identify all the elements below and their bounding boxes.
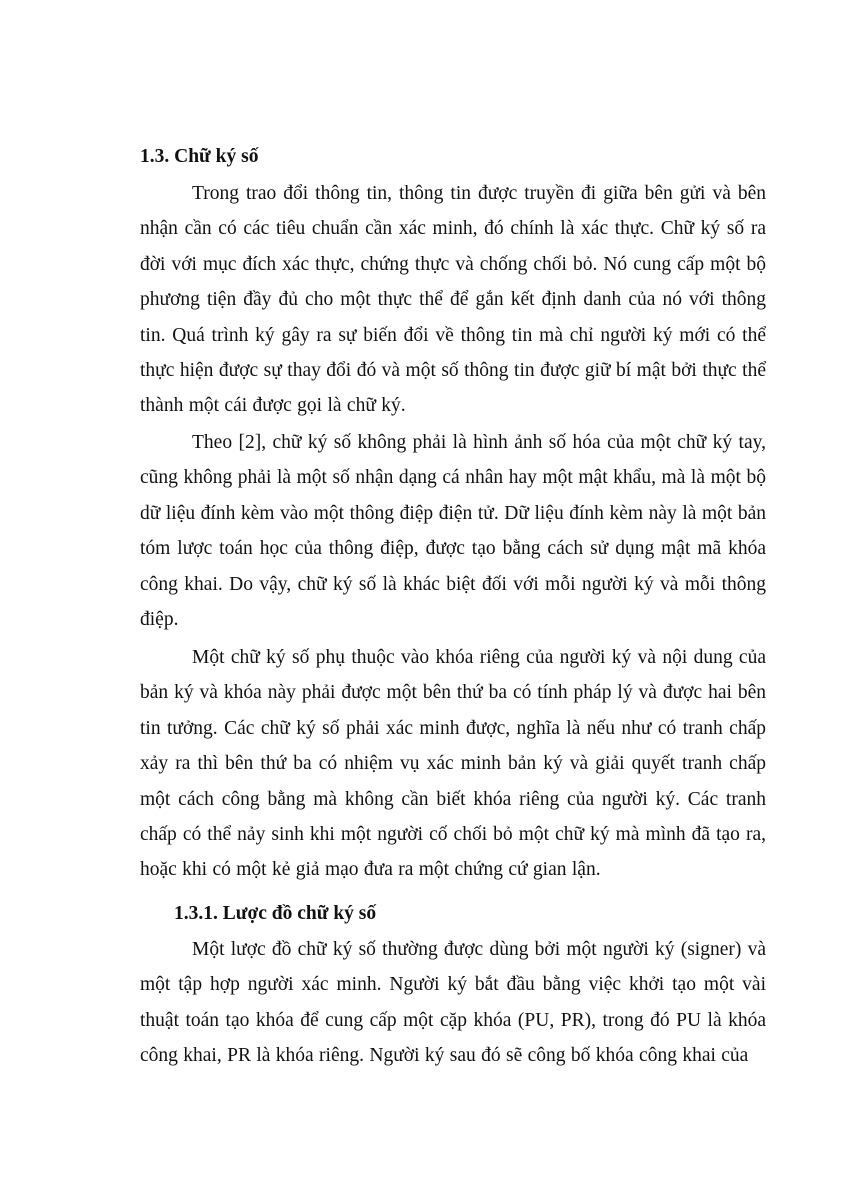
paragraph-2: Theo [2], chữ ký số không phải là hình ảnh số hóa của một chữ ký tay, cũng không phải là một số nhận dạng cá nhân hay một mật khẩu, mà là một bộ dữ liệu đính kèm vào một thông điệp điện tử. Dữ liệu đính kèm này là một bản tóm lược toán học của thông điệp, được tạo bằng cách sử dụng mật mã khóa công khai. Do vậy, chữ ký số là khác biệt đối với mỗi người ký và mỗi thông điệp. (140, 432, 766, 631)
paragraph-4: Một lược đồ chữ ký số thường được dùng bởi một người ký (signer) và một tập hợp người xác minh. Người ký bắt đầu bằng việc khởi tạo một vài thuật toán tạo khóa để cung cấp một cặp khóa (PU, PR), trong đó PU là khóa công khai, PR là khóa riêng. Người ký sau đó sẽ công bố khóa công khai của (140, 939, 766, 1067)
section-heading: 1.3. Chữ ký số (140, 146, 259, 167)
subsection-heading: 1.3.1. Lược đồ chữ ký số (174, 903, 377, 924)
paragraph-3: Một chữ ký số phụ thuộc vào khóa riêng của người ký và nội dung của bản ký và khóa này phải được một bên thứ ba có tính pháp lý và được hai bên tin tưởng. Các chữ ký số phải xác minh được, nghĩa là nếu như có tranh chấp xảy ra thì bên thứ ba có nhiệm vụ xác minh bản ký và giải quyết tranh chấp một cách công bằng mà không cần biết khóa riêng của người ký. Các tranh chấp có thể nảy sinh khi một người cố chối bỏ một chữ ký mà mình đã tạo ra, hoặc khi có một kẻ giả mạo đưa ra một chứng cứ gian lận. (140, 647, 766, 881)
paragraph-1: Trong trao đổi thông tin, thông tin được truyền đi giữa bên gửi và bên nhận cần có các tiêu chuẩn cần xác minh, đó chính là xác thực. Chữ ký số ra đời với mục đích xác thực, chứng thực và chống chối bỏ. Nó cung cấp một bộ phương tiện đầy đủ cho một thực thể để gắn kết định danh của nó với thông tin. Quá trình ký gây ra sự biến đổi về thông tin mà chỉ người ký mới có thể thực hiện được sự thay đổi đó và một số thông tin được giữ bí mật bởi thực thể thành một cái được gọi là chữ ký. (140, 183, 766, 417)
